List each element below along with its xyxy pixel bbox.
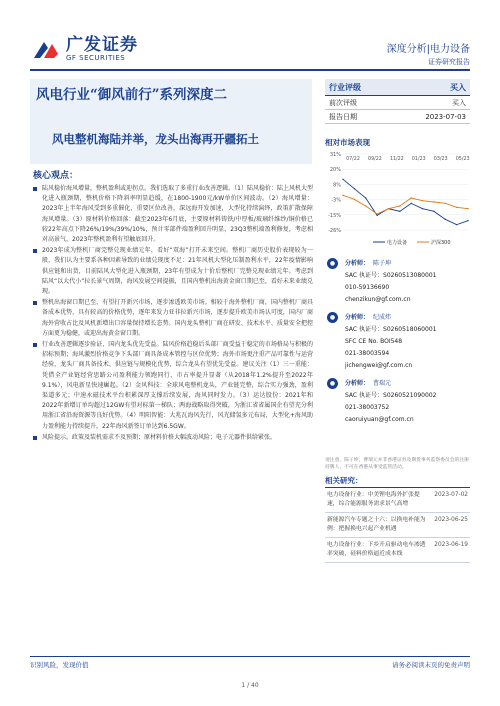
previous-rating-value: 买入	[452, 98, 466, 107]
page-number: 1 / 40	[241, 682, 259, 689]
x-tick-label: 03/23	[433, 157, 448, 162]
report-date-row	[325, 110, 470, 124]
core-point: 风险提示。政策及装机需求不及预期；原材料价格大幅波动风险；电子元器件供给紧张。	[33, 433, 313, 443]
related-research-list	[325, 487, 470, 563]
related-research-date: 2023-07-02	[434, 492, 468, 498]
y-tick-label: 31%	[329, 152, 341, 158]
data-point	[410, 203, 411, 204]
legend-label-index: 沪深300	[431, 240, 451, 246]
related-research-date: 2023-06-19	[434, 542, 468, 548]
report-date-value: 2023-07-03	[425, 112, 466, 121]
header-divider	[30, 69, 470, 71]
analyst-phone: 010-59136690	[345, 284, 390, 291]
relative-performance-chart	[325, 150, 470, 250]
related-research-text: 电力设备行业：下乡开启驱动电车渗透率突破，硅料价格逼近成本线	[327, 542, 426, 557]
data-point	[354, 199, 355, 200]
related-research-text: 新能源汽车专题之十六：以换电补能为例：把握换电兴起产业机遇	[327, 517, 426, 532]
footer-slogan: 识别风险，发现价值	[30, 661, 89, 669]
y-tick-label: 8%	[333, 182, 341, 189]
core-point: 2023年成为整机厂商完整兑现业绩元年，看好“双海”打开未来空间。整机厂商历史股价表现较为一般，我们认为主要系各种因素导致的业绩兑现度不足：21年风机大型化压制盈利水平，22年疫情影响供应链和出货，目前陆风大型化进入瓶颈期，23年有望成为十价后整机厂完整兑现业绩元年。考虑到陆风“以大代小”拉长景气周期，海风发展空间提振，且国内整机出海黄金窗口期已至，看好未来业绩兑现。	[33, 246, 313, 297]
analyst-card	[325, 258, 470, 306]
analyst-sac: SAC 执证号：S0260518060001	[345, 326, 437, 333]
data-point	[399, 211, 400, 212]
series-line	[343, 195, 468, 214]
legend-label-industry: 电力设备	[387, 240, 408, 246]
analyst-sfc: SFC CE No. BOI548	[345, 338, 403, 345]
x-tick-label: 11/22	[389, 157, 404, 162]
data-point	[365, 197, 366, 198]
footer-disclaimer: 请务必阅读末页的免责声明	[392, 661, 470, 669]
y-tick-label: -26%	[328, 228, 341, 234]
person-icon: ●	[327, 258, 338, 269]
analyst-sac: SAC 执证号：S0260521090002	[345, 392, 437, 399]
related-research-item[interactable]	[325, 513, 470, 538]
rating-label: 行业评级	[329, 82, 361, 92]
analyst-name: 曹瑞元	[373, 380, 392, 387]
analyst-label: 分析师：	[345, 380, 370, 387]
analyst-email[interactable]: caoruiyuan@gf.com.cn	[345, 416, 414, 423]
data-point	[399, 205, 400, 206]
report-date-label: 报告日期	[329, 112, 357, 121]
related-research-text: 电力设备行业：中美锂电海外扩张提速，综合能源服务需求景气高增	[327, 492, 420, 507]
report-subtitle: 风电整机海陆并举，龙头出海再开疆拓土	[52, 132, 259, 146]
analyst-card	[325, 312, 470, 372]
analyst-label: 分析师：	[345, 314, 370, 321]
data-point	[376, 213, 377, 214]
data-point	[467, 208, 468, 209]
data-point	[365, 205, 366, 206]
x-tick-label: 09/22	[368, 157, 382, 162]
x-tick-label: 05/23	[455, 157, 470, 162]
related-research-item[interactable]	[325, 538, 470, 563]
analyst-name: 陈子坤	[373, 260, 392, 267]
rating-box	[325, 79, 470, 124]
x-tick-label: 01/23	[411, 157, 426, 162]
y-tick-label: 20%	[329, 167, 341, 174]
y-tick-label: -15%	[328, 212, 341, 219]
data-point	[354, 188, 355, 189]
title-band	[30, 79, 312, 164]
data-point	[445, 203, 446, 204]
data-point	[342, 179, 343, 180]
data-point	[433, 211, 434, 212]
rating-value: 买入	[450, 82, 466, 92]
analyst-name: 纪成炜	[373, 314, 392, 321]
data-point	[422, 208, 423, 209]
related-research-date: 2023-06-25	[434, 517, 468, 523]
y-tick-label: -3%	[331, 197, 341, 204]
core-point: 陆风稳价海风增量，整机盈利或迎拐点。我们选取了多重行业改善逻辑。（1）陆风稳价：陆上风机大型化进入瓶颈期，整机价格下降斜率明显趋缓，在1800-1900元/kW单价区间波动。（2）海风增量：2023年上半年海风受到多重催化，重要区位改善，深远海开发加速，大型化持续演绎，政策扩散保障海风增量。（3）原材料价格回落：截至2023年6月底，主要原材料铸铁/中厚板/玻璃纤维纱/铜价格已较22年高点下降26%/19%/39%/10%，预计零部件端盈利回升明显，23Q3整机端盈利修复，考虑相对高景气，2023年整机盈利有望触底回升。	[33, 184, 313, 245]
core-point: 整机出海窗口期已至，有望打开新兴市场，逐步渗透欧美市场。相较于海外整机厂商，国内整机厂商具备成本优势，具有较高的价格优势，逐年来发力亚非拉新兴市场，逐步提升欧美市场认可度，国内厂商海外营收占比及风机新增出口容量保持增长态势。国内龙头整机厂商在研发、技术水平、质量安全把控方面更为稳健，或迎出海黄金窗口期。	[33, 298, 313, 339]
related-research-item[interactable]	[325, 488, 470, 513]
analyst-email[interactable]: jichengwei@gf.com.cn	[345, 362, 413, 369]
analyst-list	[325, 258, 470, 432]
data-point	[456, 224, 457, 225]
company-logo	[30, 36, 138, 63]
licensing-notice: 请注意，陈子坤，曹瑞元并非香港证券及期货事务监察委员会的注册持牌人，不可在香港从事受监管活动。	[325, 458, 469, 470]
logo-chinese: 广发证券	[66, 35, 138, 55]
rating-header	[325, 79, 470, 96]
core-points-title: 核心观点：	[33, 171, 79, 181]
data-point	[422, 200, 423, 201]
analyst-sac: SAC 执证号：S0260513080001	[345, 272, 437, 279]
person-icon: ●	[327, 378, 338, 389]
core-point: 行业改善逻辑逐步验证，国内龙头优先受益。陆风价格趋稳后头部厂商受益于稳定的市场格局与积极的招标预期；海风激烈价格竞争下头部厂商具备成本管控与区位优势；海外市场更注重产品可靠性与运营经验，龙头厂商具备技术、供应链与规模化优势，综合龙头有望优先受益。建议关注（1）三一重能：凭借全产业链经营思路公司盈利能力领跑同行，市占率提升显著（从2018年1.2%提升至2022年9.1%），风电新星快速崛起。（2）金风科技：全球风电整机龙头，产业链完整，综合实力强劲，盈利渠道多元；中速永磁技术平台积累深厚支撑后续发展，海风同时发力。（3）运达股份：2021年和2022年新增订单均超过12GW有望对标第一梯队；两海战略取得突破，为浙江省省属国企有望充分利用浙江省沿海资源等良好优势。（4）明阳智能：大兆瓦海风先行，风光储氢多元布局，大型化+海风助力盈利能力持续提升，22年海风新签订单达到6.5GW。	[33, 340, 313, 432]
report-title: 风电行业“御风前行”系列深度二	[36, 87, 228, 103]
chart-title: 相对市场表现	[325, 138, 370, 147]
previous-rating-row	[325, 96, 470, 110]
data-point	[433, 201, 434, 202]
analyst-email[interactable]: chenzikun@gf.com.cn	[345, 296, 411, 303]
analyst-phone: 021-38003752	[345, 404, 390, 411]
related-research-title: 相关研究：	[325, 476, 363, 485]
x-tick-label: 07/22	[346, 157, 360, 162]
data-point	[456, 207, 457, 208]
data-point	[445, 219, 446, 220]
logo-english: GF SECURITIES	[66, 54, 126, 62]
document-class: 证券研究报告	[428, 58, 470, 66]
previous-rating-label: 前次评级	[329, 98, 357, 107]
data-point	[467, 220, 468, 221]
data-point	[410, 197, 411, 198]
data-point	[388, 208, 389, 209]
core-points-body	[33, 184, 313, 444]
footer-divider	[30, 656, 470, 657]
analyst-label: 分析师：	[345, 260, 370, 267]
gf-logo-icon	[30, 38, 62, 62]
analyst-card	[325, 378, 470, 426]
analyst-phone: 021-38003594	[345, 350, 390, 357]
data-point	[376, 215, 377, 216]
document-type: 深度分析|电力设备	[386, 44, 470, 55]
data-point	[342, 195, 343, 196]
person-icon: ●	[327, 312, 338, 323]
